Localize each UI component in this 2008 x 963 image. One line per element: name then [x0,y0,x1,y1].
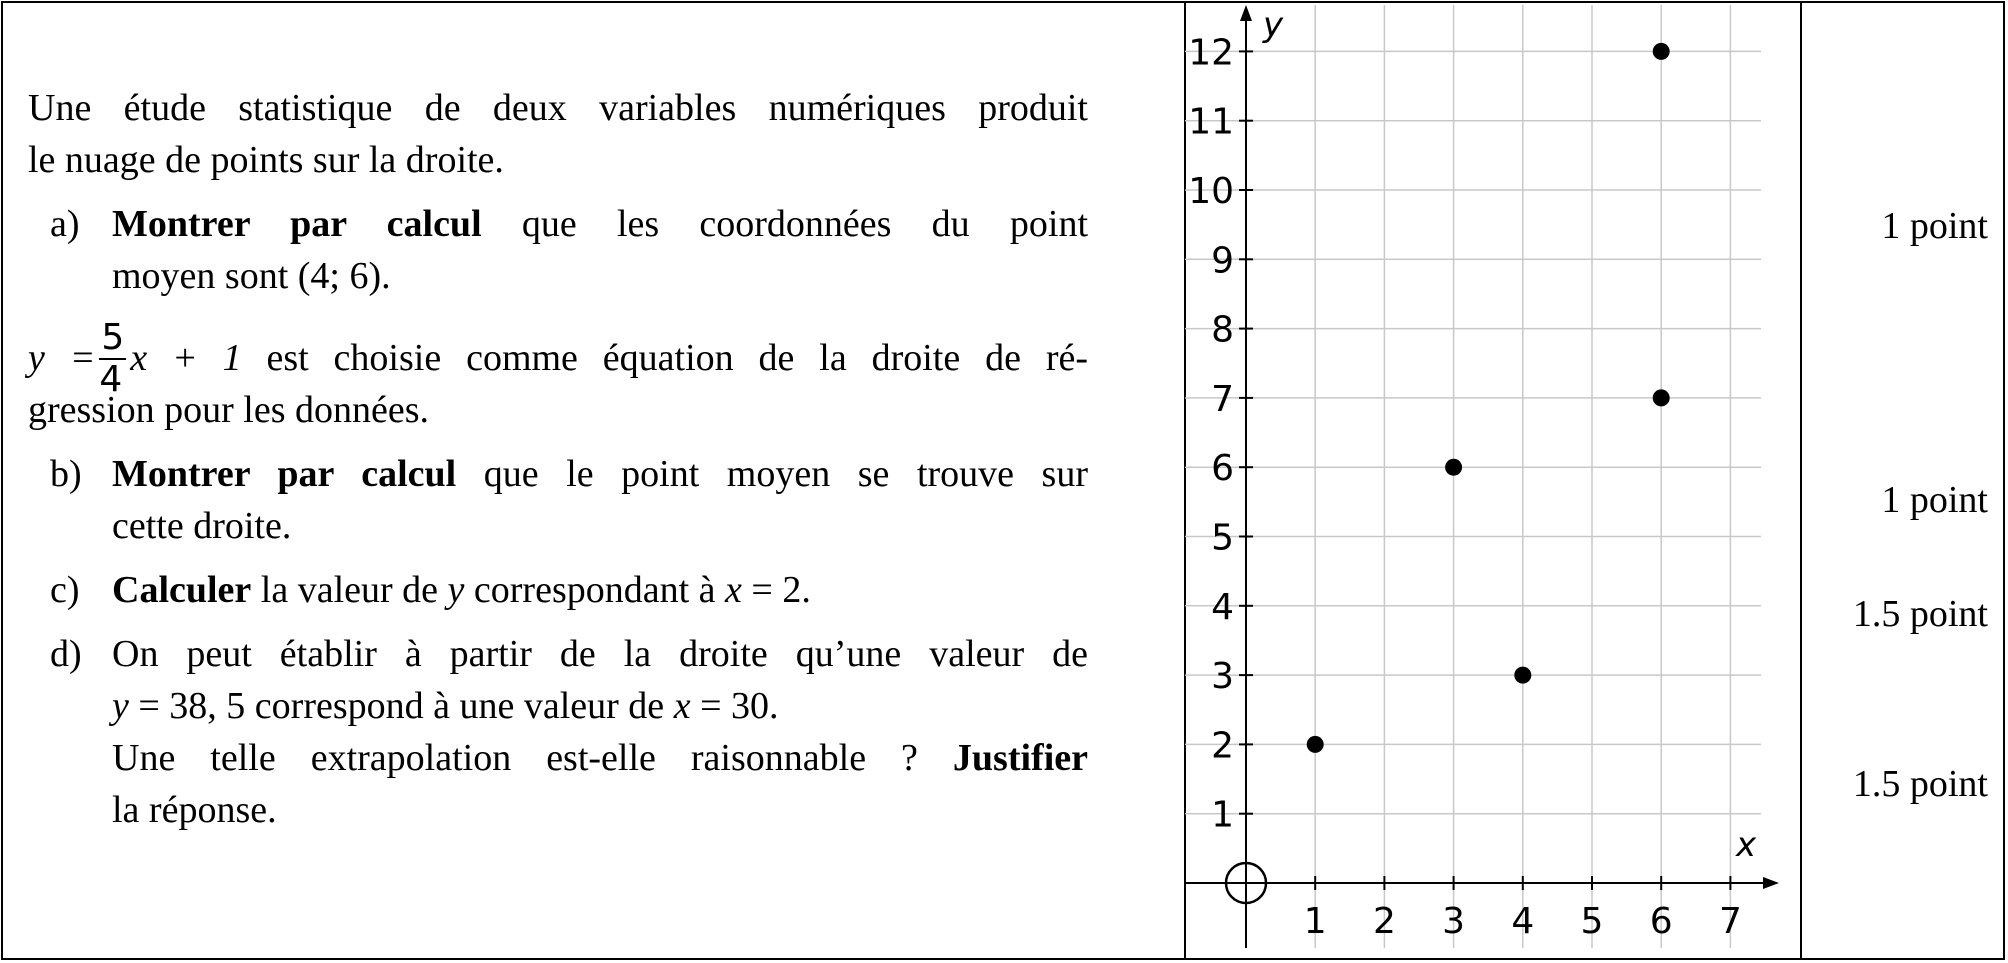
points-column-border [1800,3,1802,958]
question-c-text-1: la valeur de [260,569,439,611]
question-b-label: b) [50,453,82,495]
question-a-label: a) [50,203,80,245]
question-d-text-x: = 30. [700,685,779,727]
question-d [28,628,1088,836]
regression-equation [28,317,1089,436]
y-tick-label-5: 5 [1211,517,1234,559]
question-c-bold: Calculer [112,569,252,611]
x-axis-arrow [1763,877,1779,889]
x-tick-label-3: 3 [1442,901,1466,942]
fraction-denominator: 4 [99,359,123,401]
question-b-line-2: cette droite. [112,505,292,547]
y-tick-label-7: 7 [1211,378,1234,420]
y-tick-label-6: 6 [1211,448,1234,490]
y-tick-label-10: 10 [1188,171,1234,212]
question-c-text-2: correspondant à [473,569,716,611]
question-d-label: d) [50,633,82,675]
equation-y: y = [28,337,96,379]
question-c-label: c) [50,569,80,611]
y-axis-label: y [1262,5,1284,45]
equation-line-2: gression pour les données. [28,389,430,431]
question-c [28,564,1088,616]
chart-axes [1185,5,1779,948]
data-point-6-12 [1653,43,1670,60]
question-d-var-x: x [673,685,691,727]
y-tick-label-2: 2 [1211,725,1234,767]
points-c: 1.5 point [1852,593,1988,635]
chart-tick-labels [1188,32,1742,942]
data-point-4-3 [1514,667,1531,684]
question-c-var-y: y [447,569,465,611]
question-a [28,198,1088,302]
question-c-var-x: x [725,569,742,611]
x-tick-label-5: 5 [1580,901,1604,942]
points-a: 1 point [1881,205,1988,247]
chart-grid [1185,5,1761,948]
question-a-bold: Montrer par calcul [112,203,482,245]
intro-line-2: le nuage de points sur la droite. [28,139,504,181]
y-tick-label-1: 1 [1211,794,1234,836]
x-tick-label-6: 6 [1649,901,1673,942]
data-point-6-7 [1653,389,1670,406]
y-tick-label-3: 3 [1211,656,1234,698]
question-d-text-y: = 38, 5 correspond à une valeur de [138,685,665,727]
points-d: 1.5 point [1852,763,1988,805]
data-point-1-2 [1307,736,1324,753]
x-tick-label-7: 7 [1718,901,1742,942]
chart-ticks [1239,51,1730,890]
data-point-3-6 [1445,459,1462,476]
question-b-bold: Montrer par calcul [112,453,457,495]
y-tick-label-11: 11 [1188,101,1234,143]
y-tick-label-8: 8 [1211,309,1234,351]
y-axis-arrow [1240,5,1252,21]
exercise-text [28,82,1088,836]
x-tick-label-1: 1 [1303,901,1327,942]
intro-line-1: Une étude statistique de deux variables numériques produit [28,87,1088,129]
question-d-bold: Justifier [952,737,1088,779]
question-b [28,448,1088,552]
y-tick-label-4: 4 [1211,586,1234,628]
equation-text: est choisie comme équation de la droite de ré- [266,337,1089,379]
question-d-line-3: Une telle extrapolation est-elle raisonnable ? [112,737,918,779]
equation-x-part: x + 1 [130,337,242,379]
fraction-numerator: 5 [101,317,125,359]
y-tick-label-9: 9 [1211,240,1234,282]
x-axis-label: x [1735,825,1757,865]
y-tick-label-12: 12 [1188,32,1234,74]
question-a-line-2: moyen sont (4; 6). [112,255,391,297]
question-d-line-1: On peut établir à partir de la droite qu’une valeur de [112,633,1088,675]
scatter-chart [1183,3,1795,960]
question-d-var-y: y [112,685,129,727]
question-b-text: que le point moyen se trouve sur [483,453,1088,495]
question-c-text-3: = 2. [751,569,811,611]
x-tick-label-2: 2 [1372,901,1396,942]
question-a-text: que les coordonnées du point [521,203,1089,245]
question-d-line-4: la réponse. [112,789,277,831]
points-b: 1 point [1881,479,1988,521]
x-tick-label-4: 4 [1511,901,1535,942]
